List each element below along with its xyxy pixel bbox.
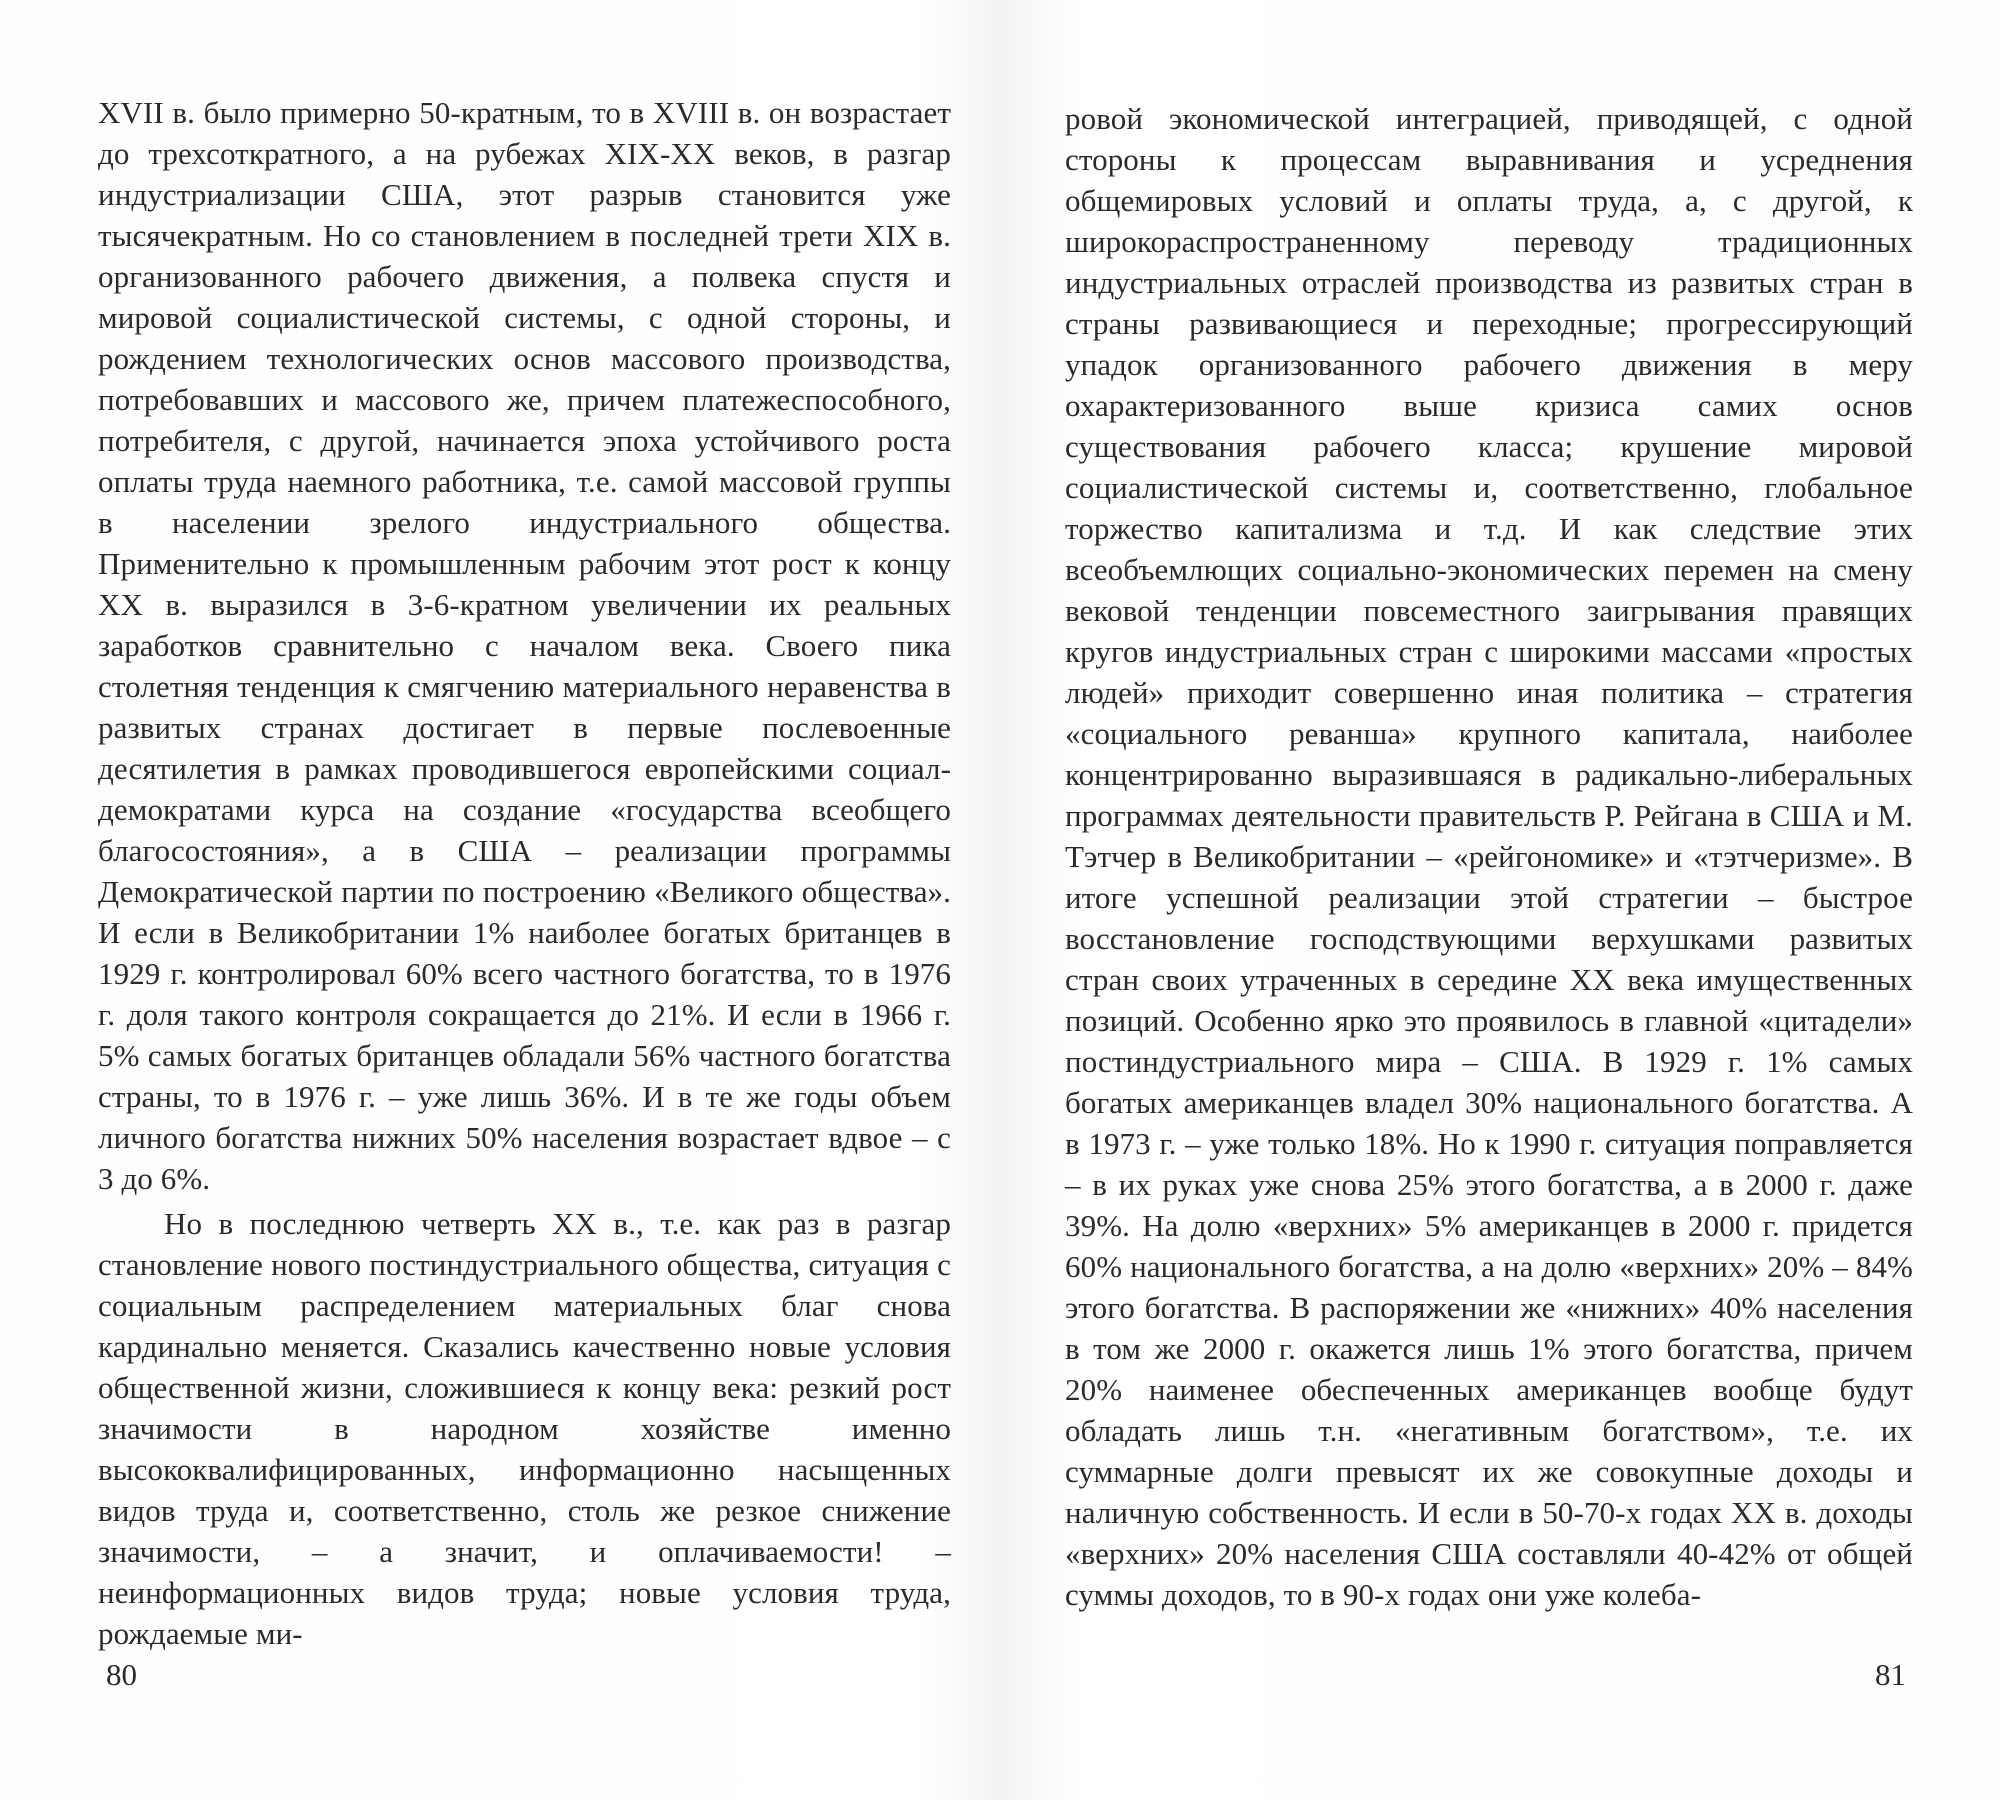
- page-number-left: 80: [106, 1657, 137, 1692]
- left-page-body: [98, 92, 951, 1654]
- left-paragraph-1: XVII в. было примерно 50-кратным, то в XVIII в. он возрастает до трехсоткратного, а на рубежах XIX-XX веков, в разгар индустриализации США, этот разрыв становится уже тысячекратным. Но со становлением в последней трети XIX в. организованного рабочего движения, а полвека спустя и мировой социалистической системы, с одной стороны, и рождением технологических основ массового производства, потребовавших и массового же, причем платежеспособного, потребителя, с другой, начинается эпоха устойчивого роста оплаты труда наемного работника, т.е. самой массовой группы в населении зрелого индустриального общества. Применительно к промышленным рабочим этот рост к концу XX в. выразился в 3-6-кратном увеличении их реальных заработков сравнительно с началом века. Своего пика столетняя тенденция к смягчению материального неравенства в развитых странах достигает в первые послевоенные десятилетия в рамках проводившегося европейскими социал-демократами курса на создание «государства всеобщего благосостояния», а в США – реализации программы Демократической партии по построению «Великого общества». И если в Великобритании 1% наиболее богатых британцев в 1929 г. контролировал 60% всего частного богатства, то в 1976 г. доля такого контроля сокращается до 21%. И если в 1966 г. 5% самых богатых британцев обладали 56% частного богатства страны, то в 1976 г. – уже лишь 36%. И в те же годы объем личного богатства нижних 50% населения возрастает вдвое – с 3 до 6%.: [98, 95, 951, 1196]
- page-number-right: 81: [1875, 1657, 1906, 1692]
- right-paragraph-1: ровой экономической интеграцией, приводящей, с одной стороны к процессам выравнивания и усреднения общемировых условий и оплаты труда, а, с другой, к широкораспространенному переводу традиционных индустриальных отраслей производства из развитых стран в страны развивающиеся и переходные; прогрессирующий упадок организованного рабочего движения в меру охарактеризованного выше кризиса самих основ существования рабочего класса; крушение мировой социалистической системы и, соответственно, глобальное торжество капитализма и т.д. И как следствие этих всеобъемлющих социально-экономических перемен на смену вековой тенденции повсеместного заигрывания правящих кругов индустриальных стран с широкими массами «простых людей» приходит совершенно иная политика – стратегия «социального реванша» крупного капитала, наиболее концентрированно выразившаяся в радикально-либеральных программах деятельности правительств Р. Рейгана в США и М. Тэтчер в Великобритании – «рейгономике» и «тэтчеризме». В итоге успешной реализации этой стратегии – быстрое восстановление господствующими верхушками развитых стран своих утраченных в середине XX века имущественных позиций. Особенно ярко это проявилось в главной «цитадели» постиндустриального мира – США. В 1929 г. 1% самых богатых американцев владел 30% национального богатства. А в 1973 г. – уже только 18%. Но к 1990 г. ситуация поправляется – в их руках уже снова 25% этого богатства, а в 2000 г. даже 39%. На долю «верхних» 5% американцев в 2000 г. придется 60% национального богатства, а на долю «верхних» 20% – 84% этого богатства. В распоряжении же «нижних» 40% населения в том же 2000 г. окажется лишь 1% этого богатства, причем 20% наименее обеспеченных американцев вообще будут обладать лишь т.н. «негативным богатством», т.е. их суммарные долги превысят их же совокупные доходы и наличную собственность. И если в 50-70-х годах XX в. доходы «верхних» 20% населения США составляли 40-42% от общей суммы доходов, то в 90-х годах они уже колеба-: [1065, 101, 1913, 1612]
- left-paragraph-2: Но в последнюю четверть XX в., т.е. как раз в разгар становление нового постиндустриального общества, ситуация с социальным распределением материальных благ снова кардинально меняется. Сказались качественно новые условия общественной жизни, сложившиеся к концу века: резкий рост значимости в народном хозяйстве именно высококвалифицированных, информационно насыщенных видов труда и, соответственно, столь же резкое снижение значимости, – а значит, и оплачиваемости! – неинформационных видов труда; новые условия труда, рождаемые ми-: [98, 1206, 951, 1651]
- right-page: [1000, 0, 2000, 1800]
- right-page-body: [1065, 98, 1913, 1615]
